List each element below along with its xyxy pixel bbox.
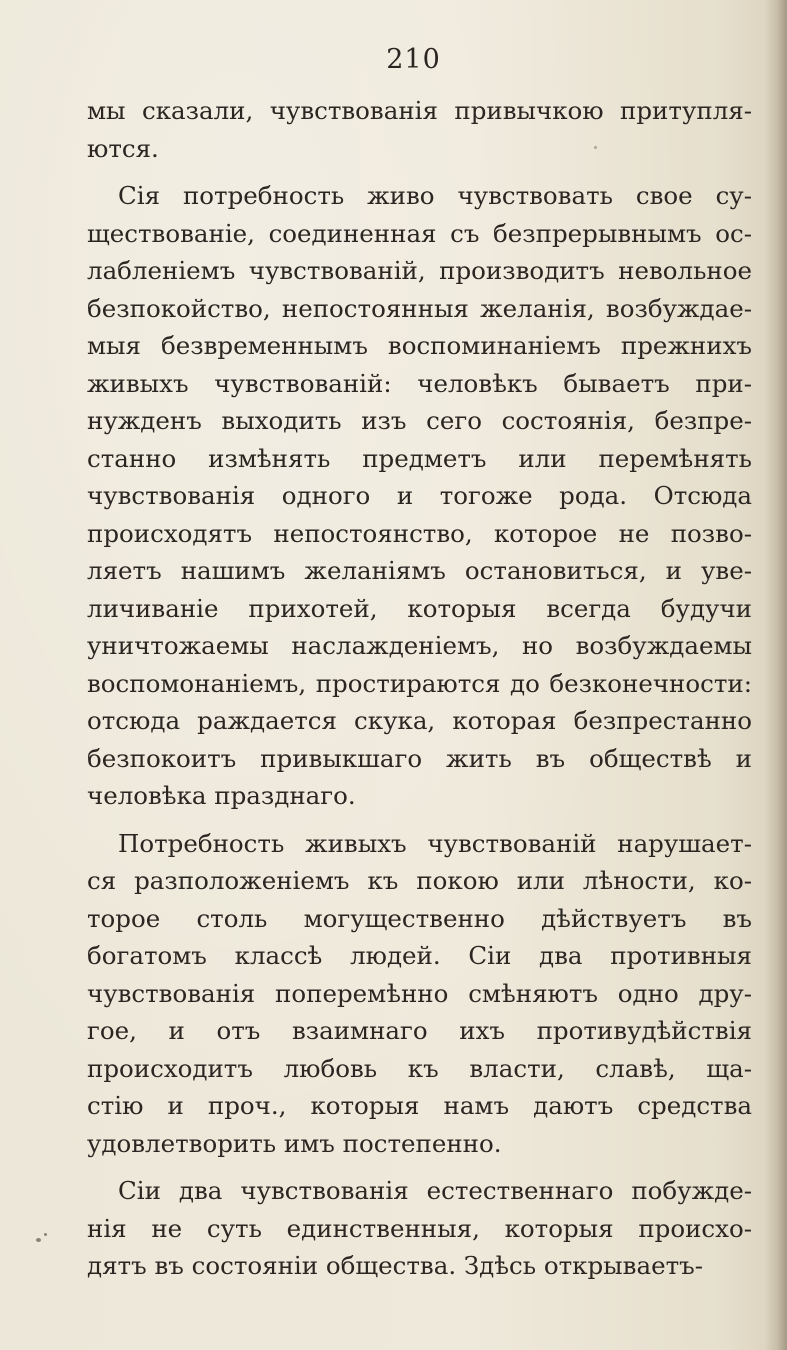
text-line: стію и проч., которыя намъ даютъ средства bbox=[87, 1091, 752, 1120]
paragraph bbox=[87, 825, 752, 1163]
text-line: уничтожаемы наслажденіемъ, но возбуждаемы bbox=[87, 631, 752, 660]
text-line: чувствованія поперемѣнно смѣняютъ одно дру- bbox=[87, 978, 752, 1008]
text-line: личиваніе прихотей, которыя всегда будучи bbox=[87, 593, 752, 623]
text-line: воспомонаніемъ, простираются до безконечности: bbox=[87, 668, 752, 698]
text-line: происходитъ любовь къ власти, славѣ, ща- bbox=[87, 1053, 752, 1083]
paragraph-gap bbox=[87, 1162, 752, 1172]
text-line: лабленіемъ чувствованій, производитъ невольное bbox=[87, 256, 752, 285]
text-line: богатомъ классѣ людей. Сіи два противныя bbox=[87, 941, 752, 970]
text-line: живыхъ чувствованій: человѣкъ бываетъ при- bbox=[87, 368, 752, 398]
paragraph bbox=[87, 92, 752, 167]
body-text bbox=[87, 92, 752, 1285]
text-line: ся разположеніемъ къ покою или лѣности, ко- bbox=[87, 866, 752, 895]
text-line: происходятъ непостоянство, которое не позво- bbox=[87, 518, 752, 548]
text-line: ляетъ нашимъ желаніямъ остановиться, и уве- bbox=[87, 556, 752, 585]
page-edge-shadow bbox=[765, 0, 787, 1350]
text-line: безпокоитъ привыкшаго жить въ обществѣ и bbox=[87, 743, 752, 773]
text-line: торое столь могущественно дѣйствуетъ въ bbox=[87, 903, 752, 933]
ink-speck bbox=[594, 146, 597, 149]
text-line: мыя безвременнымъ воспоминаніемъ прежнихъ bbox=[87, 331, 752, 360]
page-number: 210 bbox=[386, 44, 441, 75]
text-line: нужденъ выходить изъ сего состоянія, безпре- bbox=[87, 406, 752, 435]
text-line: мы сказали, чувствованія привычкою притупля- bbox=[87, 96, 752, 125]
text-line: Сія потребность живо чувствовать свое су- bbox=[118, 181, 752, 210]
text-line: Потребность живыхъ чувствованій нарушает- bbox=[118, 828, 752, 858]
text-line: отсюда раждается скука, которая безпрестанно bbox=[87, 706, 752, 735]
paragraph bbox=[87, 177, 752, 815]
text-line: ществованіе, соединенная съ безпрерывнымъ ос- bbox=[87, 218, 752, 248]
text-line: чувствованія одного и тогоже рода. Отсюда bbox=[87, 481, 752, 510]
text-line: нія не суть единственныя, которыя происхо- bbox=[87, 1213, 752, 1243]
text-line: удовлетворить имъ постепенно. bbox=[87, 1128, 502, 1158]
paragraph-gap bbox=[87, 167, 752, 177]
text-line: безпокойство, непостоянныя желанія, возбуждае- bbox=[87, 293, 752, 323]
text-line: человѣка празднаго. bbox=[87, 781, 356, 810]
text-line: гое, и отъ взаимнаго ихъ противудѣйствія bbox=[87, 1016, 752, 1045]
paragraph bbox=[87, 1172, 752, 1285]
text-line: Сіи два чувствованія естественнаго побужде- bbox=[118, 1176, 752, 1205]
ink-speck bbox=[36, 1238, 41, 1242]
text-line: дятъ въ состояніи общества. Здѣсь открываетъ- bbox=[87, 1251, 703, 1280]
text-line: станно измѣнять предметъ или перемѣнять bbox=[87, 443, 752, 473]
text-line: ются. bbox=[87, 133, 159, 163]
paragraph-gap bbox=[87, 815, 752, 825]
ink-speck bbox=[44, 1233, 47, 1236]
